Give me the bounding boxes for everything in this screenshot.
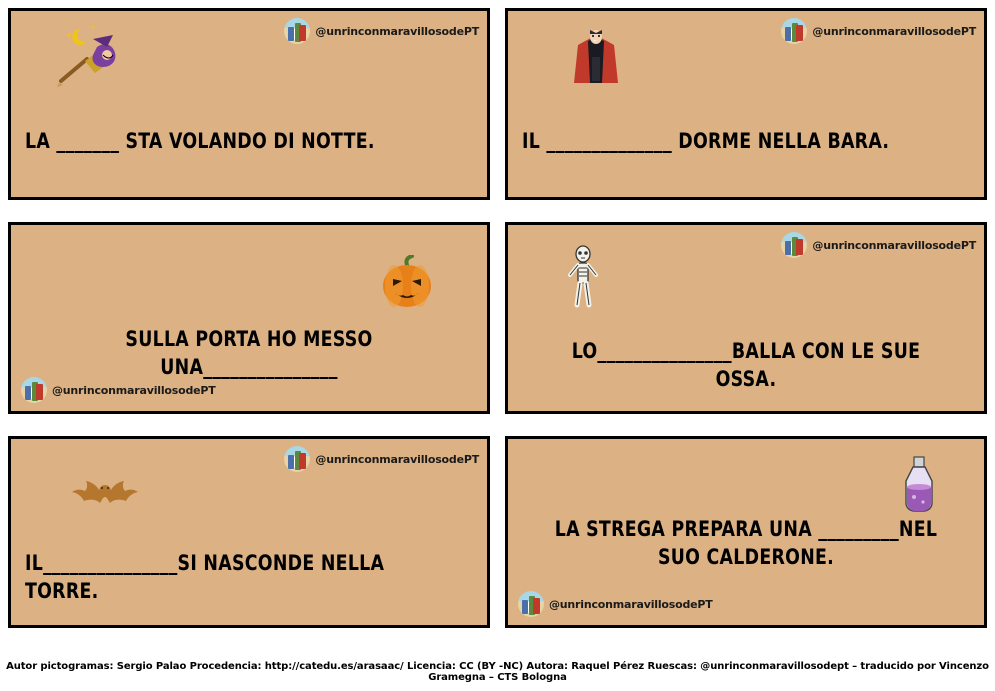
watermark-handle: @unrinconmaravillosodePT (549, 597, 713, 611)
rincon-logo-icon (21, 377, 47, 403)
watermark-handle: @unrinconmaravillosodePT (812, 24, 976, 38)
card-sentence: IL_______________SI NASCONDE NELLA TORRE. (25, 551, 385, 604)
card-sentence: IL ______________ DORME NELLA BARA. (522, 129, 890, 153)
rincon-logo-icon (781, 232, 807, 258)
witch-flying-icon (57, 25, 129, 87)
card-vampire[interactable] (505, 8, 987, 200)
watermark-tag (284, 18, 479, 44)
card-witch[interactable] (8, 8, 490, 200)
card-potion[interactable] (505, 436, 987, 628)
potion-bottle-icon (898, 453, 940, 515)
card-grid (8, 8, 987, 628)
rincon-logo-icon (284, 18, 310, 44)
watermark-tag (781, 232, 976, 258)
watermark-tag (518, 591, 713, 617)
watermark-handle: @unrinconmaravillosodePT (315, 452, 479, 466)
rincon-logo-icon (284, 446, 310, 472)
footer-credits: Autor pictogramas: Sergio Palao Procedencia: http://catedu.es/arasaac/ Licencia: CC (BY -NC) Autora: Raquel Pérez Ruescas: @unrinconmaravillosodept – traducido por Vincenzo Gramegna – CTS Bologna (6, 661, 989, 683)
watermark-handle: @unrinconmaravillosodePT (315, 24, 479, 38)
card-sentence: LO_______________BALLA CON LE SUE OSSA. (571, 339, 921, 392)
skeleton-icon (566, 245, 600, 309)
watermark-handle: @unrinconmaravillosodePT (812, 238, 976, 252)
card-sentence: LA STREGA PREPARA UNA _________NEL SUO CALDERONE. (554, 517, 938, 570)
watermark-tag (781, 18, 976, 44)
watermark-tag (284, 446, 479, 472)
card-sentence: LA _______ STA VOLANDO DI NOTTE. (25, 129, 375, 153)
rincon-logo-icon (781, 18, 807, 44)
pumpkin-icon (379, 255, 435, 309)
card-pumpkin[interactable] (8, 222, 490, 414)
card-bat[interactable] (8, 436, 490, 628)
vampire-icon (568, 27, 624, 89)
rincon-logo-icon (518, 591, 544, 617)
card-sentence: SULLA PORTA HO MESSO UNA_______________ (125, 327, 373, 380)
card-skeleton[interactable] (505, 222, 987, 414)
watermark-handle: @unrinconmaravillosodePT (52, 383, 216, 397)
bat-icon (69, 479, 141, 511)
